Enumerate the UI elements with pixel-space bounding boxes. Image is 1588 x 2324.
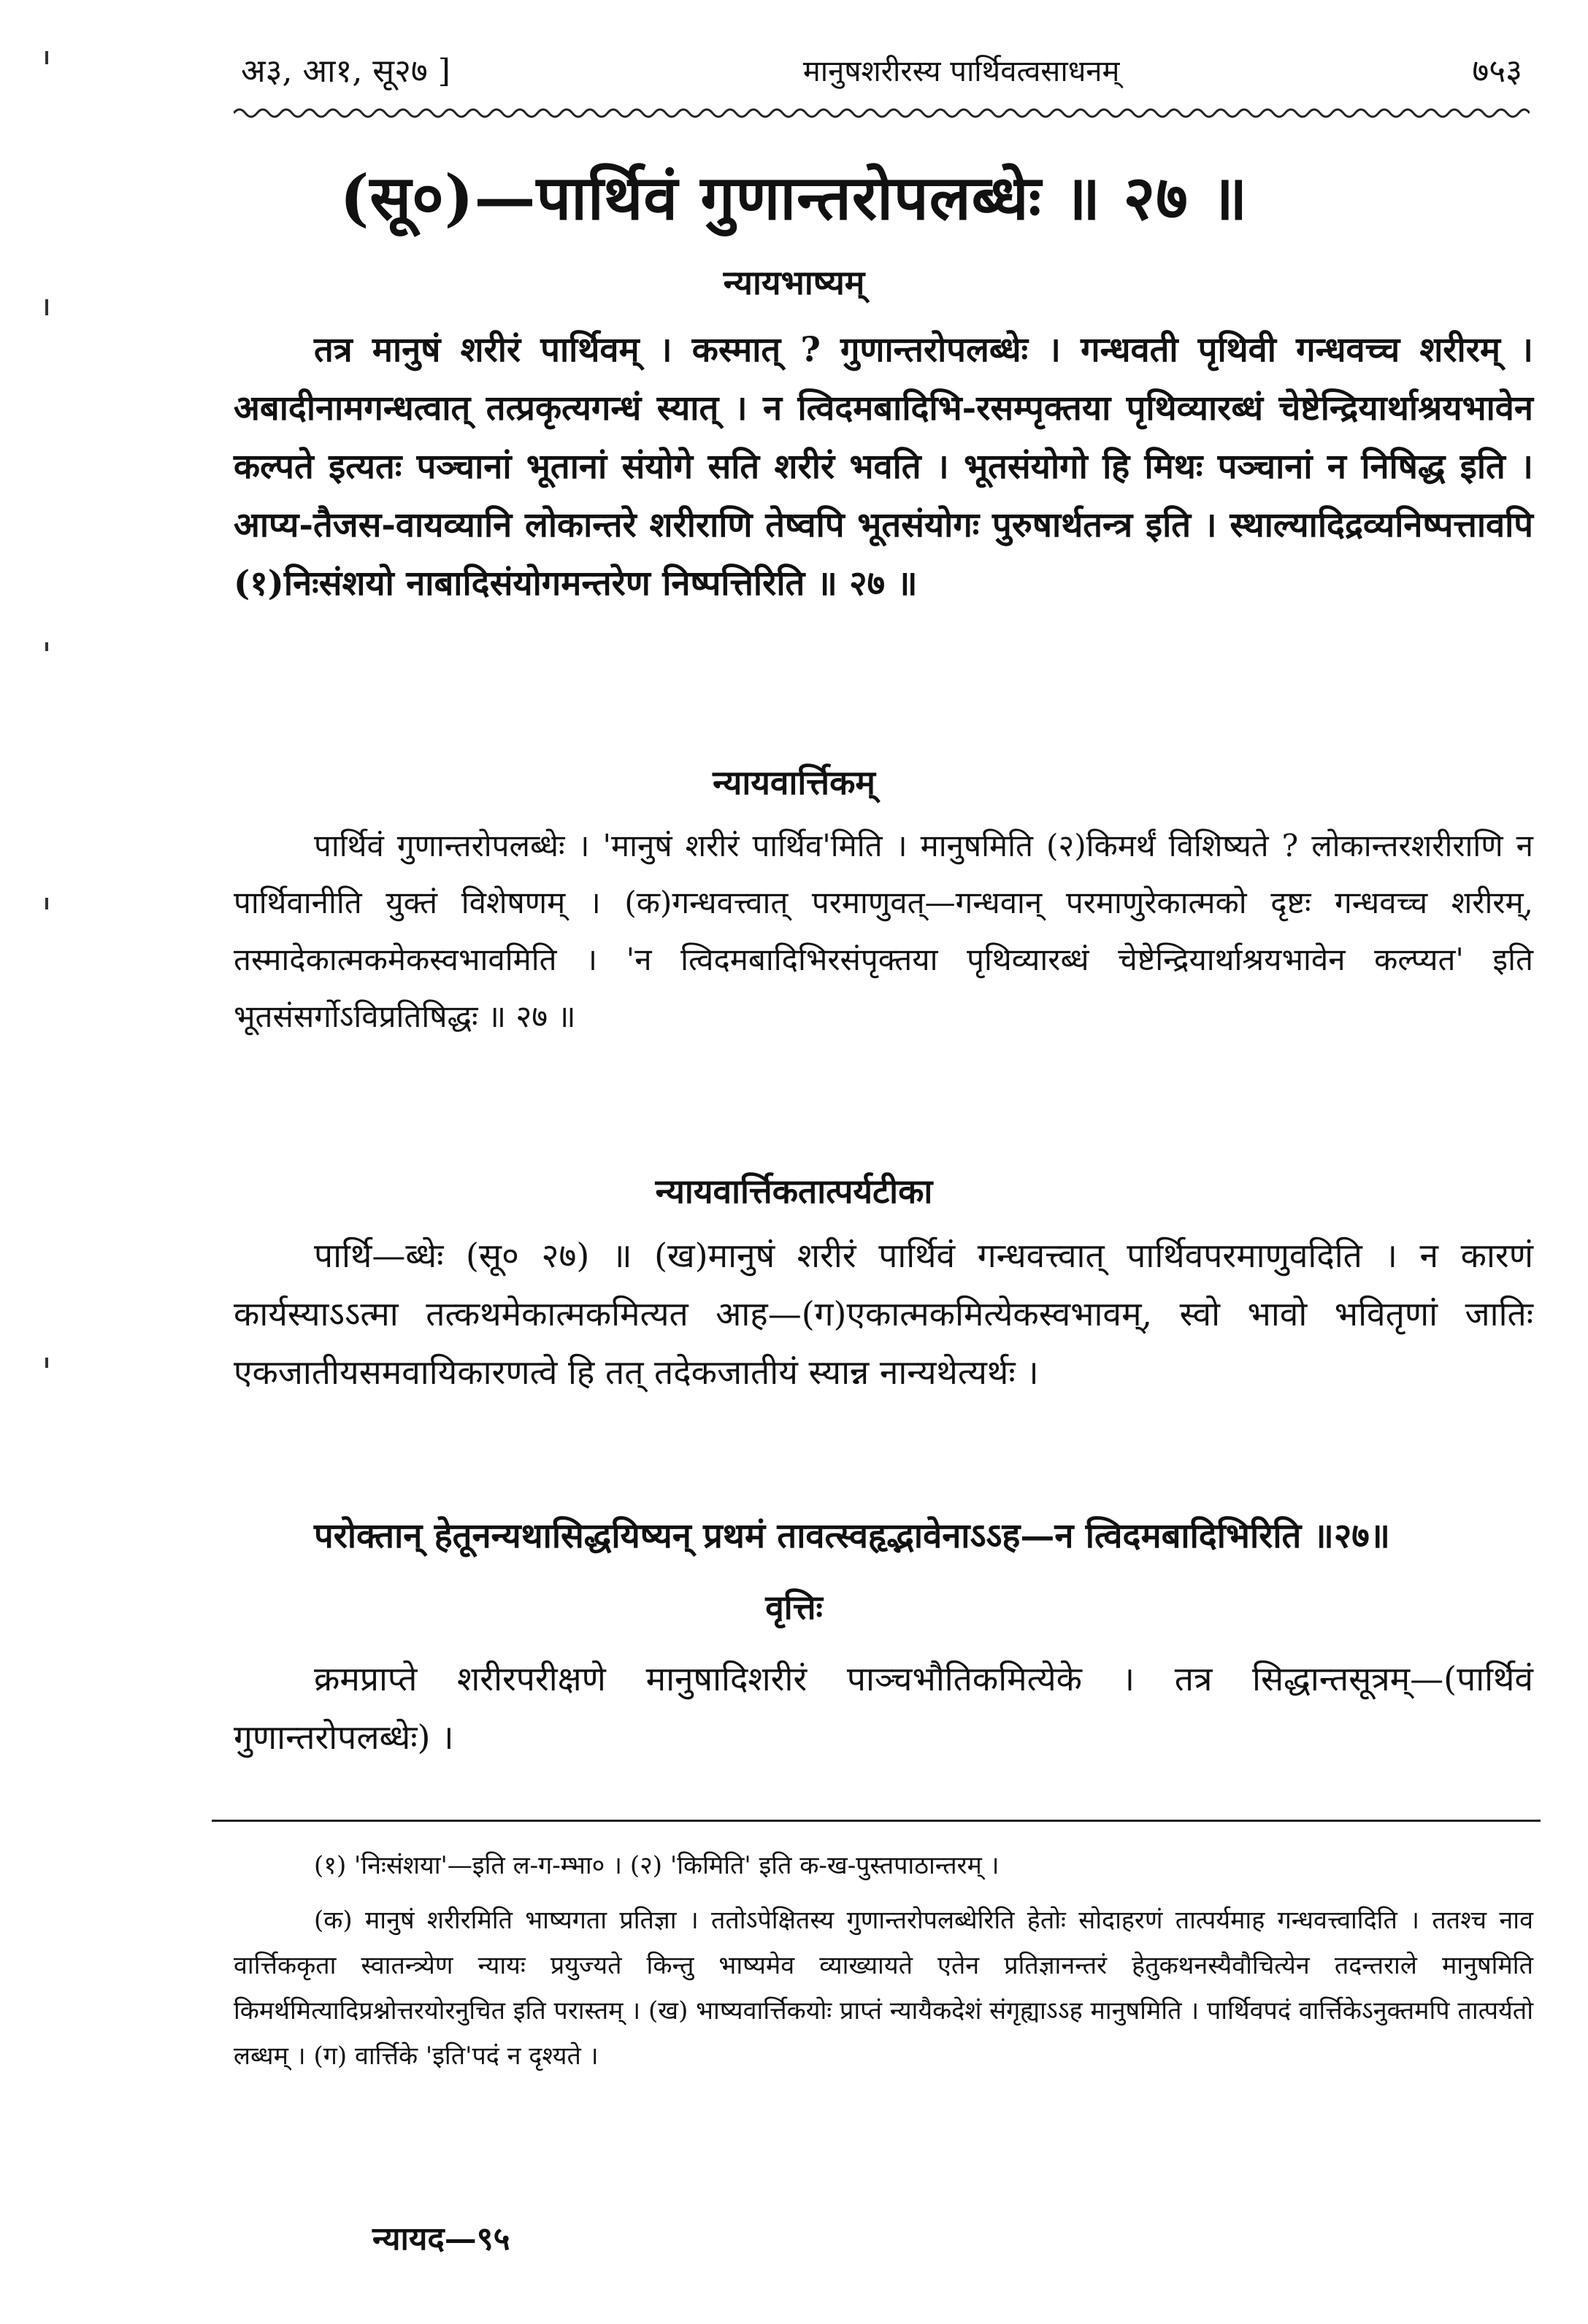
page-number: ७५३ — [1472, 53, 1522, 90]
bhashya-text: तत्र मानुषं शरीरं पार्थिवम् । कस्मात् ? गुणान्तरोपलब्धेः । गन्धवती पृथिवी गन्धवच्च शरीरम् । अबादीनामगन्धत्वात् तत्प्रकृत्यगन्धं स्यात् । न त्विदमबादिभि-रसम्पृक्तया पृथिव्यारब्धं चेष्टेन्द्रियार्थाश्रयभावेन कल्पते इत्यतः पञ्चानां भूतानां संयोगे सति शरीरं भवति । भूतसंयोगो हि मिथः पञ्चानां न निषिद्ध इति । आप्य-तैजस-वायव्यानि लोकान्तरे शरीराणि तेष्वपि भूतसंयोगः पुरुषार्थतन्त्र इति । स्थाल्यादिद्रव्यनिष्पत्तावपि (१)निःसंशयो नाबादिसंयोगमन्तरेण निष्पत्तिरिति ॥ २७ ॥ — [234, 330, 1533, 604]
tika-closing: परोक्तान् हेतूनन्यथासिद्धयिष्यन् प्रथमं तावत्स्वहृद्भावेनाऽऽह—न त्विदमबादिभिरिति ॥२७॥ — [314, 1516, 1390, 1556]
vritti-heading: वृत्तिः — [765, 1588, 823, 1627]
signature-mark: न्यायद—९५ — [372, 2220, 510, 2258]
running-header — [241, 40, 1522, 99]
wavy-rule — [234, 102, 1530, 124]
sutra-title: (सू०)—पार्थिवं गुणान्तरोपलब्धेः ॥ २७ ॥ — [340, 161, 1248, 234]
varttika-heading: न्यायवार्त्तिकम् — [713, 763, 875, 802]
vritti-text: क्रमप्राप्ते शरीरपरीक्षणे मानुषादिशरीरं पाञ्चभौतिकमित्येके । तत्र सिद्धान्तसूत्रम्—(पार्थिवं गुणान्तरोपलब्धेः) । — [234, 1659, 1533, 1757]
header-reference: अ३, आ१, सू२७ ] — [241, 53, 450, 90]
tika-text: पार्थि—ब्धेः (सू० २७) ॥ (ख)मानुषं शरीरं पार्थिवं गन्धवत्त्वात् पार्थिवपरमाणुवदिति । न कारणं कार्यस्याऽऽत्मा तत्कथमेकात्मकमित्यत आह—(ग)एकात्मकमित्येकस्वभावम्, स्वो भावो भवितृणां जातिः एकजातीयसमवायिकारणत्वे हि तत् तदेकजातीयं स्यान्न नान्यथेत्यर्थः । — [234, 1236, 1533, 1392]
footnote-rule — [212, 1820, 1541, 1822]
header-title: मानुषशरीरस्य पार्थिवत्वसाधनम् — [802, 54, 1120, 88]
varttika-text: पार्थिवं गुणान्तरोपलब्धेः । 'मानुषं शरीरं पार्थिव'मिति । मानुषमिति (२)किमर्थं विशिष्यते ? लोकान्तरशरीराणि न पार्थिवानीति युक्तं विशेषणम् । (क)गन्धवत्त्वात् परमाणुवत्—गन्धवान् परमाणुरेकात्मको दृष्टः गन्धवच्च शरीरम्, तस्मादेकात्मकमेकस्वभावमिति । 'न त्विदमबादिभिरसंपृक्तया पृथिव्यारब्धं चेष्टेन्द्रियार्थाश्रयभावेन कल्प्यत' इति भूतसंसर्गोऽविप्रतिषिद्धः ॥ २७ ॥ — [234, 828, 1533, 1034]
tika-heading: न्यायवार्त्तिकतात्पर्यटीका — [655, 1171, 933, 1211]
footnote-ka: (क) मानुषं शरीरमिति भाष्यगता प्रतिज्ञा । ततोऽपेक्षितस्य गुणान्तरोपलब्धेरिति हेतोः सोदाहरणं तात्पर्यमाह गन्धवत्त्वादिति । ततश्च नाव वार्त्तिककृता स्वातन्त्र्येण न्यायः प्रयुज्यते किन्तु भाष्यमेव व्याख्यायते एतेन प्रतिज्ञानन्तरं हेतुकथनस्यैवौचित्येन तदन्तराले मानुषमिति किमर्थमित्यादिप्रश्नोत्तरयोरनुचित इति परास्तम् । (ख) भाष्यवार्त्तिकयोः प्राप्तं न्यायैकदेशं संगृह्याऽऽह मानुषमिति । पार्थिवपदं वार्त्तिकेऽनुक्तमपि तात्पर्यतो लब्धम् । (ग) वार्त्तिके 'इति'पदं न दृश्यते । — [234, 1906, 1533, 2071]
bhashya-heading: न्यायभाष्यम् — [723, 263, 865, 302]
margin-mark — [45, 51, 48, 64]
margin-mark — [45, 1358, 48, 1368]
footnote-1: (१) 'निःसंशया'—इति ल-ग-म्भा० । (२) 'किमिति' इति क-ख-पुस्तपाठान्तरम् । — [314, 1851, 1000, 1880]
margin-mark — [45, 642, 48, 651]
margin-mark — [45, 898, 48, 909]
